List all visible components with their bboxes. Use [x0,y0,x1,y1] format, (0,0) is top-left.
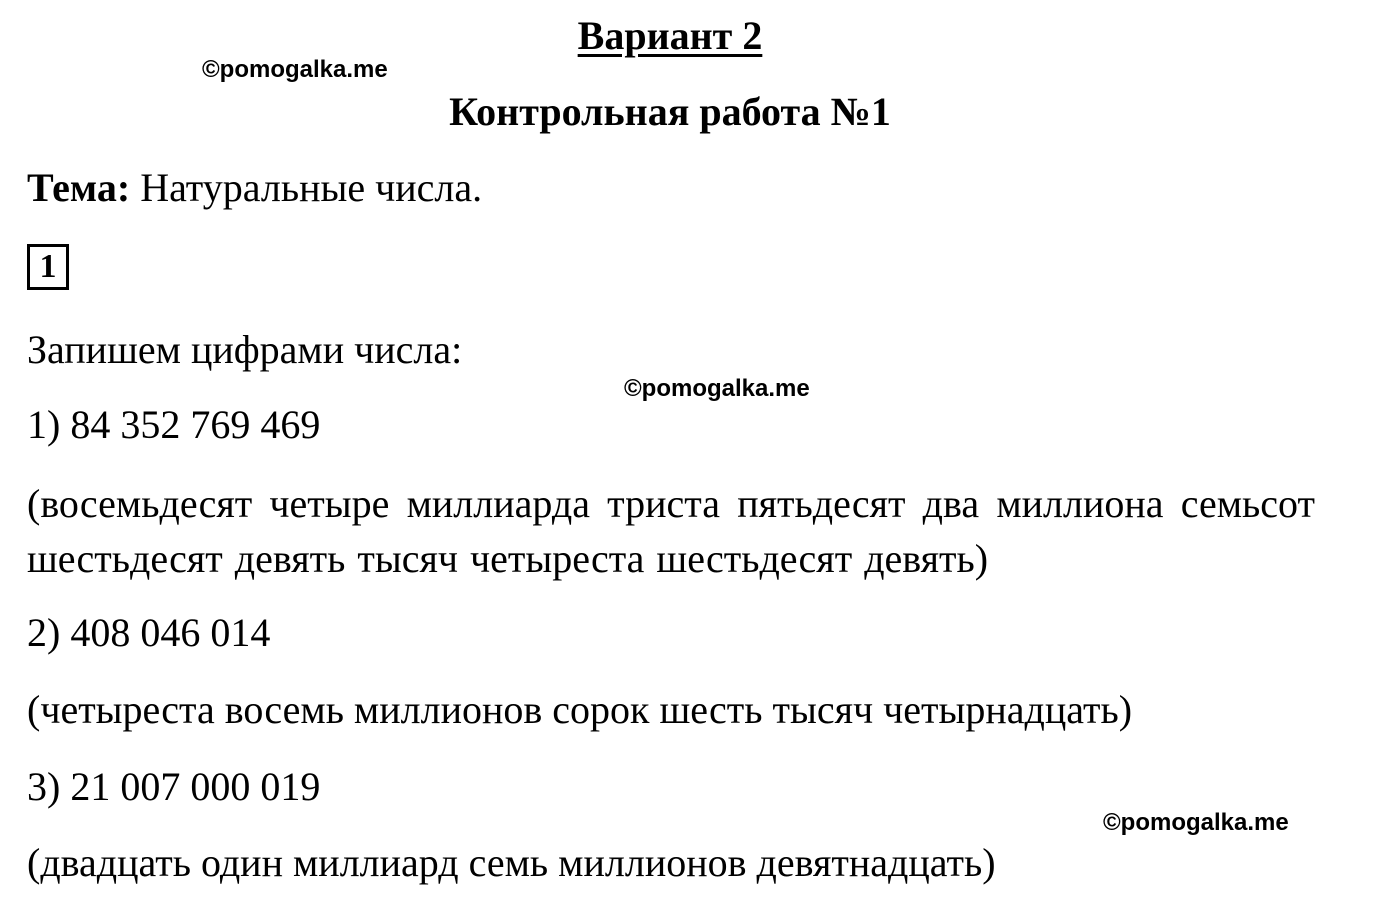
variant-heading: Вариант 2 [577,13,763,58]
watermark-bottom: ©pomogalka.me [1103,809,1289,836]
answer-number-3: 3) 21 007 000 019 [27,764,321,809]
work-title: Контрольная работа №1 [449,89,891,134]
task-number-box: 1 [27,244,69,290]
watermark-middle: ©pomogalka.me [624,375,810,402]
answer-number-2: 2) 408 046 014 [27,610,271,655]
watermark-top: ©pomogalka.me [202,56,388,83]
answer-words-1: (восемьдесят четыре миллиарда триста пятьдесят два миллиона семьсот шестьдесят девять тысяч четыреста шестьдесят девять) [27,481,1315,581]
answer-words-2: (четыреста восемь миллионов сорок шесть тысяч четырнадцать) [27,687,1133,732]
task-intro: Запишем цифрами числа: [27,327,463,372]
answer-words-3: (двадцать один миллиард семь миллионов девятнадцать) [27,840,996,885]
topic-line [27,164,482,212]
topic-text: Натуральные числа. [130,165,483,210]
topic-label: Тема: [27,165,131,210]
answer-number-1: 1) 84 352 769 469 [27,402,321,447]
